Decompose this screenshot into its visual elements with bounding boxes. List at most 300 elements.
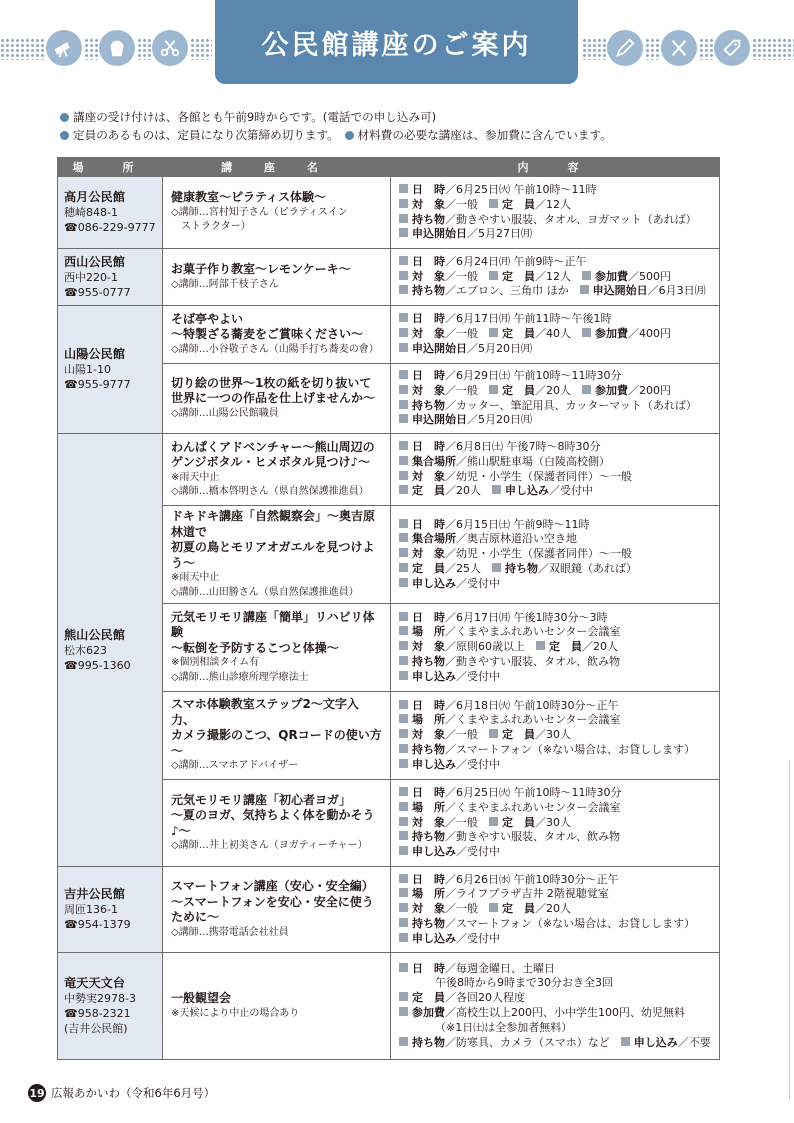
content-label: 日 時 [412, 786, 445, 799]
content-label: 日 時 [412, 312, 445, 326]
course-table [57, 157, 720, 1060]
marker-square-icon [399, 817, 408, 826]
content-value: 20人 [593, 640, 618, 654]
content-line: 持ち物／スマートフォン（※ない場合は、お貸しします） [399, 743, 713, 758]
course-instructor: ◇講師…阿部千枝子さん [171, 278, 279, 290]
content-cell [391, 177, 720, 249]
content-label: 日 時 [412, 698, 445, 712]
marker-square-icon [489, 729, 498, 738]
location-name: 山陽公民館 [64, 347, 125, 361]
tag-icon [714, 30, 750, 66]
content-cell [391, 604, 720, 692]
location-cell [58, 177, 163, 249]
content-line: 対 象／一般 定 員／40人 参加費／400円 [399, 327, 713, 342]
content-line: 場 所／ライフプラザ吉井 2階視聴覚室 [399, 887, 713, 902]
content-line: 対 象／一般 定 員／12人 [399, 198, 713, 213]
course-title: ～スマートフォンを安心・安全に使うために～ [171, 894, 374, 924]
content-label: 持ち物 [412, 284, 445, 298]
dot-pattern [699, 38, 713, 60]
content-value: 6月15日㈯ 午前9時～11時 [456, 517, 590, 531]
bullet-icon [60, 113, 69, 122]
course-instructor: ◇講師…宮村知子さん（ピラティスイン [171, 206, 348, 218]
course-title: そば亭やよい [171, 311, 244, 326]
course-title: ～転倒を予防するこつと体操～ [171, 640, 339, 655]
marker-square-icon [536, 641, 545, 650]
content-value: 一般 [456, 327, 478, 341]
content-value: 一般 [456, 269, 478, 283]
content-value: 一般 [456, 815, 478, 829]
content-line: 場 所／くまやまふれあいセンター会議室 [399, 801, 713, 816]
location-detail: ☎958-2321 [64, 1007, 131, 1020]
marker-square-icon [399, 1037, 408, 1046]
content-value: 5月27日㈪ [478, 227, 532, 241]
course-cell [163, 364, 391, 434]
marker-square-icon [399, 471, 408, 480]
location-name: 熊山公民館 [64, 627, 125, 642]
location-cell [58, 867, 163, 953]
content-value: エプロン、三角巾 ほか [456, 284, 569, 298]
content-cell [391, 306, 720, 364]
content-value: 原則60歳以上 [456, 640, 525, 654]
content-label: 申し込み [633, 1035, 678, 1049]
location-cell [58, 306, 163, 434]
content-label: 申込開始日 [592, 284, 648, 298]
content-line: 定 員／各回20人程度 [399, 991, 713, 1006]
marker-square-icon [399, 184, 408, 193]
content-label: 持ち物 [412, 654, 445, 668]
margin-line [789, 760, 790, 1100]
location-name: 竜天天文台 [64, 976, 125, 990]
content-line: 申し込み／受付中 [399, 670, 713, 685]
content-value: 30人 [546, 815, 571, 829]
course-title: スマートフォン講座（安心・安全編） [171, 879, 374, 893]
intro-line [60, 126, 612, 144]
marker-square-icon [399, 933, 408, 942]
location-cell [58, 434, 163, 867]
content-line: 持ち物／動きやすい服装、タオル、飲み物 [399, 655, 713, 670]
content-value: 6月29日㈯ 午前10時～11時30分 [456, 368, 622, 382]
marker-square-icon [399, 385, 408, 394]
course-cell [163, 692, 391, 780]
marker-square-icon [399, 671, 408, 680]
content-label: 持ち物 [412, 916, 445, 930]
content-value: 各回20人程度 [456, 991, 525, 1005]
marker-square-icon [399, 744, 408, 753]
marker-square-icon [399, 441, 408, 450]
marker-square-icon [399, 729, 408, 738]
marker-square-icon [492, 563, 501, 572]
marker-square-icon [489, 271, 498, 280]
location-detail: 西中220-1 [64, 270, 118, 284]
content-value: 6月25日㈫ 午前10時～11時 [456, 182, 597, 196]
content-line [399, 1021, 713, 1036]
course-title: ～夏のヨガ、気持ちよく体を動かそう♪～ [171, 808, 375, 838]
content-line: 持ち物／動きやすい服装、タオル、ヨガマット（あれば） [399, 213, 713, 228]
location-detail: ☎954-1379 [64, 918, 131, 931]
course-cell [163, 177, 391, 249]
content-label: 対 象 [412, 269, 445, 283]
marker-square-icon [489, 817, 498, 826]
content-label: 持ち物 [412, 398, 445, 412]
marker-square-icon [399, 313, 408, 322]
content-value: 12人 [546, 197, 571, 211]
content-line: 日 時／6月29日㈯ 午前10時～11時30分 [399, 369, 713, 384]
course-instructor: ◇講師…橋本啓明さん（県自然保護推進員） [171, 486, 369, 497]
content-line: 対 象／原則60歳以上 定 員／20人 [399, 640, 713, 655]
content-value: 6月24日㈪ 午前9時～正午 [456, 254, 587, 268]
course-cell [163, 867, 391, 953]
location-detail: 松木623 [64, 643, 107, 657]
content-line: 持ち物／スマートフォン（※ない場合は、お貸しします） [399, 917, 713, 932]
content-label: 定 員 [502, 327, 535, 341]
content-value: ライフプラザ吉井 2階視聴覚室 [456, 887, 609, 901]
content-label: 日 時 [412, 368, 445, 382]
content-label: 日 時 [412, 182, 445, 196]
marker-square-icon [399, 228, 408, 237]
content-line: 定 員／20人 申し込み／受付中 [399, 484, 713, 499]
marker-square-icon [580, 285, 589, 294]
content-value: 6月8日㈯ 午後7時～8時30分 [456, 439, 601, 453]
content-value: 一般 [456, 197, 478, 211]
content-label: 定 員 [502, 815, 535, 829]
marker-square-icon [399, 485, 408, 494]
content-label: 対 象 [412, 547, 445, 561]
publication-label: 広報あかいわ（令和6年6月号） [51, 1086, 216, 1100]
content-value: 30人 [546, 728, 571, 742]
marker-square-icon [399, 370, 408, 379]
marker-square-icon [399, 787, 408, 796]
location-detail: ☎955-0777 [64, 285, 131, 299]
content-label: 日 時 [412, 254, 445, 268]
course-title: 初夏の鳥とモリアオガエルを見つけよう～ [171, 540, 375, 570]
intro-text: 材料費の必要な講座は、参加費に含んでいます。 [357, 128, 612, 142]
content-line: 対 象／幼児・小学生（保護者同伴）～一般 [399, 547, 713, 562]
intro-line [60, 108, 612, 126]
content-line: 場 所／くまやまふれあいセンター会議室 [399, 625, 713, 640]
content-value: くまやまふれあいセンター会議室 [456, 625, 621, 639]
marker-square-icon [399, 578, 408, 587]
content-label: 定 員 [502, 383, 535, 397]
content-line: 持ち物／エプロン、三角巾 ほか 申込開始日／6月3日㈪ [399, 284, 713, 299]
content-label: 場 所 [412, 713, 445, 727]
marker-square-icon [399, 874, 408, 883]
marker-square-icon [399, 199, 408, 208]
marker-square-icon [399, 612, 408, 621]
content-label: 定 員 [502, 197, 535, 211]
column-header: 内 容 [391, 158, 720, 177]
marker-square-icon [399, 656, 408, 665]
location-detail: 中勢実2978-3 [64, 992, 136, 1005]
column-header: 場 所 [58, 158, 163, 177]
content-value: 受付中 [467, 931, 500, 945]
content-label: 対 象 [412, 197, 445, 211]
content-line: 日 時／6月8日㈯ 午後7時～8時30分 [399, 440, 713, 455]
content-line: 定 員／25人 持ち物／双眼鏡（あれば） [399, 562, 713, 577]
marker-square-icon [399, 328, 408, 337]
bullet-icon [60, 131, 69, 140]
content-cell [391, 434, 720, 506]
content-value: 6月26日㈬ 午前10時30分～正午 [456, 872, 619, 886]
course-title: スマホ体験教室ステップ2～文字入力、 [171, 697, 359, 727]
content-label: 日 時 [412, 610, 445, 624]
dot-pattern [84, 38, 98, 60]
course-instructor: ◇講師…山田勝さん（県自然保護推進員） [171, 586, 359, 598]
content-value: 熊山駅駐車場（白陵高校側） [467, 454, 610, 468]
cupcake-icon [99, 30, 135, 66]
content-label: 申込開始日 [412, 227, 467, 241]
marker-square-icon [489, 903, 498, 912]
marker-square-icon [399, 519, 408, 528]
course-title: カメラ撮影のこつ、QRコードの使い方～ [171, 728, 382, 758]
content-label: 日 時 [412, 961, 445, 975]
table-row [58, 177, 720, 249]
content-label: 対 象 [412, 327, 445, 341]
content-value: 幼児・小学生（保護者同伴）～一般 [456, 469, 632, 483]
marker-square-icon [399, 563, 408, 572]
marker-square-icon [399, 533, 408, 542]
marker-square-icon [399, 888, 408, 897]
content-value: スマートフォン（※ない場合は、お貸しします） [456, 916, 696, 930]
course-note: ※雨天中止 [171, 471, 220, 483]
content-cell [391, 506, 720, 604]
marker-square-icon [582, 328, 591, 337]
marker-square-icon [399, 548, 408, 557]
bullet-icon [345, 131, 354, 140]
marker-square-icon [399, 256, 408, 265]
content-label: 申し込み [412, 845, 456, 859]
content-value: 5月20日㈪ [478, 413, 532, 427]
content-value: 6月3日㈪ [658, 284, 706, 298]
content-label: 日 時 [412, 872, 445, 886]
content-label: 申し込み [505, 484, 549, 498]
location-detail: 山陽1-10 [64, 363, 111, 376]
marker-square-icon [399, 214, 408, 223]
course-cell [163, 953, 391, 1060]
content-line: 申し込み／受付中 [399, 845, 713, 860]
content-line: 申し込み／受付中 [399, 577, 713, 592]
content-line: 日 時／6月25日㈫ 午前10時～11時 [399, 183, 713, 198]
course-instructor: ストラクター） [171, 221, 251, 233]
content-value: カッター、筆記用具、カッターマット（あれば） [456, 398, 697, 412]
content-line: 対 象／一般 定 員／20人 参加費／200円 [399, 384, 713, 399]
content-value: 受付中 [467, 576, 500, 590]
content-value: 5月20日㈪ [478, 341, 532, 355]
course-cell [163, 506, 391, 604]
content-label: 定 員 [502, 902, 535, 916]
content-label: 定 員 [549, 640, 582, 654]
content-value: 受付中 [560, 484, 593, 498]
course-instructor: ◇講師…熊山診療所理学療法士 [171, 671, 309, 683]
content-line: 日 時／6月26日㈬ 午前10時30分～正午 [399, 873, 713, 888]
table-header-row [58, 158, 720, 177]
content-label: 場 所 [412, 625, 445, 639]
content-label: 定 員 [412, 991, 445, 1005]
location-cell [58, 953, 163, 1060]
content-value: 500円 [639, 269, 671, 283]
location-detail: 穂崎848-1 [64, 206, 118, 219]
course-instructor: ◇講師…小谷敬子さん（山陽手打ち蕎麦の會） [171, 343, 379, 355]
content-label: 申込開始日 [412, 413, 467, 427]
content-value: 20人 [546, 383, 571, 397]
content-value: 不要 [688, 1035, 711, 1049]
dot-pattern [137, 38, 151, 60]
course-title: ～特製ざる蕎麦をご賞味ください～ [171, 327, 364, 342]
content-label: 対 象 [412, 640, 445, 654]
content-label: 持ち物 [412, 1035, 445, 1049]
marker-square-icon [399, 963, 408, 972]
content-label: 対 象 [412, 902, 445, 916]
content-cell [391, 692, 720, 780]
marker-square-icon [489, 328, 498, 337]
content-label: 定 員 [412, 484, 445, 498]
location-name: 吉井公民館 [64, 887, 125, 901]
marker-square-icon [399, 285, 408, 294]
content-line: 日 時／6月18日㈫ 午前10時30分～正午 [399, 699, 713, 714]
course-instructor: ◇講師…山陽公民館職員 [171, 407, 279, 419]
content-value: 6月17日㈪ 午前11時～午後1時 [456, 312, 612, 326]
marker-square-icon [489, 385, 498, 394]
marker-square-icon [399, 714, 408, 723]
course-note: ※個別相談タイム有 [171, 657, 260, 669]
content-value: 双眼鏡（あれば） [549, 561, 637, 575]
marker-square-icon [489, 199, 498, 208]
content-label: 参加費 [595, 269, 628, 283]
content-label: 日 時 [412, 439, 445, 453]
location-detail: (吉井公民館) [64, 1022, 128, 1035]
course-cell [163, 249, 391, 306]
content-label: 対 象 [412, 815, 445, 829]
content-label: 日 時 [412, 517, 445, 531]
content-label: 持ち物 [412, 212, 445, 226]
content-label: 対 象 [412, 383, 445, 397]
content-label: 申し込み [412, 669, 456, 683]
marker-square-icon [399, 831, 408, 840]
marker-square-icon [399, 918, 408, 927]
table-row [58, 953, 720, 1060]
content-line: 日 時／6月17日㈪ 午前11時～午後1時 [399, 312, 713, 327]
content-line: 申込開始日／5月20日㈪ [399, 413, 713, 428]
content-value: 受付中 [467, 845, 500, 859]
content-value: 20人 [546, 902, 571, 916]
page-title: 公民館講座のご案内 [261, 29, 532, 61]
cutlery-icon [661, 30, 697, 66]
content-value: 6月17日㈪ 午後1時30分～3時 [456, 610, 608, 624]
content-line: 申込開始日／5月27日㈪ [399, 227, 713, 242]
course-instructor: ◇講師…携帯電話会社社員 [171, 926, 289, 938]
content-label: 申し込み [412, 576, 456, 590]
content-cell [391, 364, 720, 434]
content-value: 毎週金曜日、土曜日 [456, 961, 555, 975]
content-value: 受付中 [467, 669, 500, 683]
course-instructor: ◇講師…井上初美さん（ヨガティーチャー） [171, 840, 368, 851]
content-value: 奥吉原林道沿い空き地 [467, 532, 577, 546]
marker-square-icon [399, 759, 408, 768]
content-label: 定 員 [502, 728, 535, 742]
content-line: 集合場所／奥吉原林道沿い空き地 [399, 532, 713, 547]
content-line: 申込開始日／5月20日㈪ [399, 342, 713, 357]
table-row [58, 306, 720, 364]
content-value: くまやまふれあいセンター会議室 [456, 713, 621, 727]
course-cell [163, 780, 391, 867]
content-label: 持ち物 [412, 742, 445, 756]
table-row [58, 249, 720, 306]
content-label: 対 象 [412, 469, 445, 483]
course-cell [163, 306, 391, 364]
content-line: 対 象／幼児・小学生（保護者同伴）～一般 [399, 470, 713, 485]
content-value: くまやまふれあいセンター会議室 [456, 800, 621, 814]
content-value: 25人 [456, 561, 481, 575]
content-value: 一般 [456, 383, 478, 397]
column-header: 講 座 名 [163, 158, 391, 177]
content-label: 申込開始日 [412, 341, 467, 355]
content-line: 参加費／高校生以上200円、小中学生100円、幼児無料 [399, 1006, 713, 1021]
content-value: 一般 [456, 902, 478, 916]
content-line: 日 時／6月17日㈪ 午後1時30分～3時 [399, 611, 713, 626]
course-cell [163, 604, 391, 692]
content-line: 申し込み／受付中 [399, 932, 713, 947]
content-label: 申し込み [412, 931, 456, 945]
table-row [58, 434, 720, 506]
intro-text: 講座の受け付けは、各館とも午前9時からです。(電話での申し込み可) [73, 110, 437, 124]
marker-square-icon [399, 271, 408, 280]
telescope-icon [46, 30, 82, 66]
content-line: 日 時／毎週金曜日、土曜日 [399, 962, 713, 977]
location-detail: ☎955-9777 [64, 378, 131, 391]
content-cell [391, 780, 720, 867]
content-value: 動きやすい服装、タオル、飲み物 [456, 830, 621, 844]
content-line: 集合場所／熊山駅駐車場（白陵高校側） [399, 455, 713, 470]
course-title: 切り絵の世界～1枚の紙を切り抜いて [171, 375, 372, 390]
page-title-tab [215, 0, 578, 84]
marker-square-icon [399, 903, 408, 912]
dot-pattern [190, 38, 212, 60]
marker-square-icon [399, 414, 408, 423]
course-title: 元気モリモリ講座「簡単」リハビリ体験 [171, 609, 375, 640]
location-detail: 周匝136-1 [64, 903, 118, 916]
content-line: 対 象／一般 定 員／30人 [399, 816, 713, 831]
content-value: 200円 [639, 383, 671, 397]
dot-pattern [582, 38, 606, 60]
marker-square-icon [399, 992, 408, 1001]
marker-square-icon [399, 700, 408, 709]
content-value: 12人 [546, 269, 571, 283]
content-line [399, 976, 713, 991]
content-label: 定 員 [412, 561, 445, 575]
marker-square-icon [399, 846, 408, 855]
content-label: 場 所 [412, 800, 445, 814]
content-label: 対 象 [412, 728, 445, 742]
dot-pattern-right [752, 38, 794, 60]
location-name: 高月公民館 [64, 190, 125, 204]
intro-text: 定員のあるものは、定員になり次第締め切ります。 [73, 128, 333, 142]
intro-notes [60, 108, 612, 144]
marker-square-icon [582, 271, 591, 280]
content-label: 申し込み [412, 757, 456, 771]
location-name: 西山公民館 [64, 254, 125, 269]
table-row [58, 867, 720, 953]
location-detail: ☎086-229-9777 [64, 221, 156, 234]
content-value: 防寒具、カメラ（スマホ）など [456, 1035, 610, 1049]
course-title: ドキドキ講座「自然観察会」～奥吉原林道で [171, 509, 376, 539]
course-title: 元気モリモリ講座「初心者ヨガ」 [171, 792, 352, 807]
marker-square-icon [492, 485, 501, 494]
content-line: 場 所／くまやまふれあいセンター会議室 [399, 713, 713, 728]
content-line: 対 象／一般 定 員／30人 [399, 728, 713, 743]
content-value: 高校生以上200円、小中学生100円、幼児無料 [456, 1006, 685, 1019]
course-note: ※雨天中止 [171, 572, 220, 583]
dot-pattern [645, 38, 659, 60]
course-instructor: ◇講師…スマホアドバイザー [171, 760, 299, 772]
